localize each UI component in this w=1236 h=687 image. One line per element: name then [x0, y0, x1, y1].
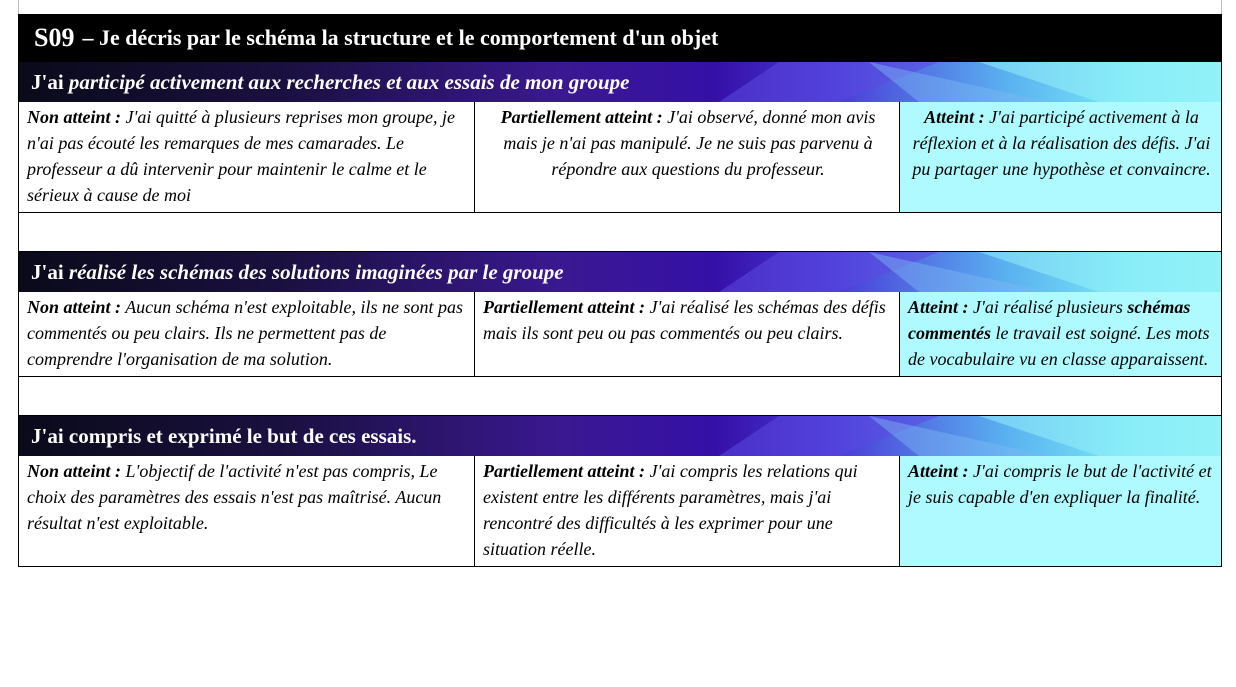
level-description: J'ai compris les relations qui existent entre les différents paramètres, mais j'ai rencontré des difficultés à les exprimer pour une situation réelle. [483, 461, 858, 559]
grid-title-bar [18, 14, 1222, 62]
criterion-header-text: réalisé les schémas des solutions imaginées par le groupe [68, 259, 564, 284]
level-label: Atteint : [924, 107, 985, 127]
cell-partiellement-atteint [475, 102, 900, 212]
level-description-emphasis: schémas commentés [908, 297, 1191, 343]
level-description: J'ai observé, donné mon avis mais je n'ai pas manipulé. Je ne suis pas parvenu à répondre aux questions du professeur. [503, 107, 876, 179]
level-label: Atteint : [908, 461, 969, 481]
level-label: Partiellement atteint : [500, 107, 663, 127]
level-label: Atteint : [908, 297, 969, 317]
cell-partiellement-atteint [475, 456, 900, 566]
cell-atteint [900, 456, 1221, 566]
criterion-header-prefix: J'ai [31, 69, 69, 94]
level-label: Partiellement atteint : [483, 297, 645, 317]
cell-non-atteint [19, 292, 475, 376]
level-label: Non atteint : [27, 107, 122, 127]
level-description: J'ai compris le but de l'activité et je suis capable d'en expliquer la finalité. [908, 461, 1212, 507]
spacer-row [18, 377, 1222, 416]
cell-non-atteint [19, 456, 475, 566]
level-label: Non atteint : [27, 461, 122, 481]
criterion-row-3 [18, 456, 1222, 567]
level-description: le travail est soigné. Les mots de vocabulaire vu en classe apparaissent. [908, 323, 1210, 369]
evaluation-grid [18, 14, 1222, 567]
criterion-row-2 [18, 292, 1222, 377]
header-decoration [719, 62, 1222, 102]
level-description: J'ai participé activement à la réflexion et à la réalisation des défis. J'ai pu partager une hypothèse et convaincre. [912, 107, 1211, 179]
criterion-header-1 [18, 62, 1222, 102]
criterion-header-2 [18, 252, 1222, 292]
criterion-header-text: J'ai compris et exprimé le but de ces essais. [31, 423, 417, 448]
criterion-header-3 [18, 416, 1222, 456]
level-description: L'objectif de l'activité n'est pas compris, Le choix des paramètres des essais n'est pas maîtrisé. Aucun résultat n'est exploitable. [27, 461, 442, 533]
criterion-row-1 [18, 102, 1222, 213]
cell-atteint [900, 102, 1221, 212]
cell-partiellement-atteint [475, 292, 900, 376]
cell-atteint [900, 292, 1221, 376]
spacer-row [18, 213, 1222, 252]
skill-title: – Je décris par le schéma la structure et le comportement d'un objet [82, 25, 719, 50]
header-decoration [719, 252, 1222, 292]
level-description: Aucun schéma n'est exploitable, ils ne sont pas commentés ou peu clairs. Ils ne permettent pas de comprendre l'organisation de ma solution. [27, 297, 463, 369]
criterion-header-text: participé activement aux recherches et aux essais de mon groupe [68, 69, 630, 94]
level-description: J'ai réalisé les schémas des défis mais ils sont peu ou pas commentés ou peu clairs. [483, 297, 886, 343]
criterion-header-prefix: J'ai [31, 259, 69, 284]
skill-code: S09 [34, 23, 75, 52]
cell-non-atteint [19, 102, 475, 212]
level-description: J'ai quitté à plusieurs reprises mon groupe, je n'ai pas écouté les remarques de mes camarades. Le professeur a dû intervenir pour maintenir le calme et le sérieux à cause de moi [27, 107, 455, 205]
header-decoration [719, 416, 1222, 456]
level-label: Partiellement atteint : [483, 461, 645, 481]
level-description: J'ai réalisé plusieurs [968, 297, 1128, 317]
level-label: Non atteint : [27, 297, 122, 317]
